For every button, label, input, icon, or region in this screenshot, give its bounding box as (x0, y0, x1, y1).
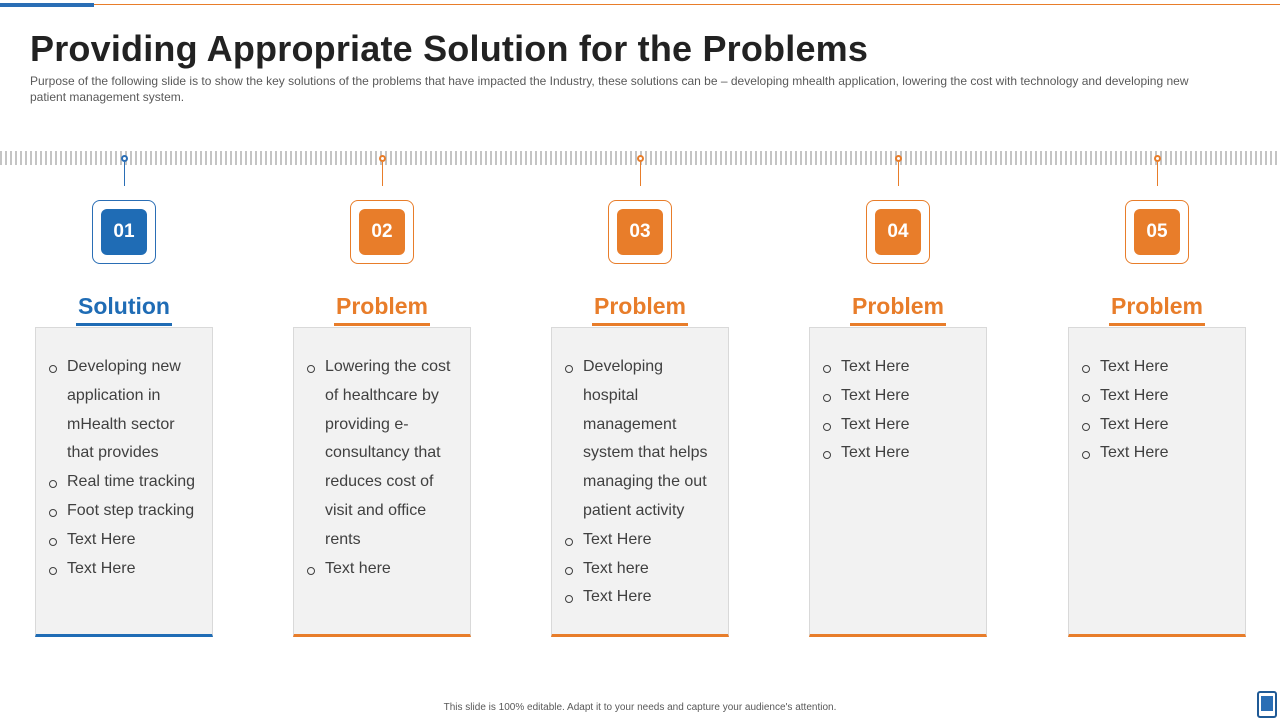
column-heading-text: Problem (1109, 292, 1205, 326)
page-subtitle: Purpose of the following slide is to show the key solutions of the problems that have impacted the Industry, these solutions can be – developing mhealth application, lowering the cost with technology and developing new patient management system. (30, 74, 1189, 104)
list-item: Developing hospital management system that helps managing the out patient activity (583, 353, 720, 526)
column-heading (809, 292, 987, 326)
timeline-pin-dot (379, 155, 386, 162)
timeline-pin-dot (895, 155, 902, 162)
list-item: Text Here (841, 411, 978, 440)
column-heading-text: Problem (592, 292, 688, 326)
list-item: Text Here (841, 353, 978, 382)
column-card (35, 327, 213, 637)
bullet-list (552, 328, 728, 612)
column-problem-4 (809, 152, 987, 642)
number-badge (866, 200, 930, 264)
list-item: Text Here (1100, 382, 1237, 411)
timeline-pin-line (382, 162, 383, 186)
timeline-pin-line (640, 162, 641, 186)
page-title: Providing Appropriate Solution for the Problems (30, 28, 869, 69)
timeline-pin-dot (1154, 155, 1161, 162)
list-item: Text here (325, 555, 462, 584)
number-badge-label: 02 (359, 209, 405, 255)
list-item: Text Here (1100, 353, 1237, 382)
column-card (809, 327, 987, 637)
footer-note: This slide is 100% editable. Adapt it to your needs and capture your audience's attention. (443, 702, 837, 713)
number-badge-label: 05 (1134, 209, 1180, 255)
bullet-list (36, 328, 212, 583)
list-item: Real time tracking (67, 468, 204, 497)
timeline-pin-dot (637, 155, 644, 162)
timeline-pin-dot (121, 155, 128, 162)
list-item: Text Here (67, 526, 204, 555)
list-item: Text Here (841, 382, 978, 411)
list-item: Text Here (583, 583, 720, 612)
number-badge-label: 03 (617, 209, 663, 255)
number-badge (1125, 200, 1189, 264)
list-item: Text Here (583, 526, 720, 555)
list-item: Text Here (841, 439, 978, 468)
column-solution-1 (35, 152, 213, 642)
list-item: Text Here (1100, 411, 1237, 440)
bullet-list (810, 328, 986, 468)
column-heading (293, 292, 471, 326)
column-problem-3 (551, 152, 729, 642)
bullet-list (294, 328, 470, 583)
mobile-device-icon (1257, 691, 1277, 718)
column-heading (35, 292, 213, 326)
number-badge-label: 04 (875, 209, 921, 255)
column-heading-text: Problem (334, 292, 430, 326)
column-heading-text: Problem (850, 292, 946, 326)
column-heading-text: Solution (76, 292, 172, 326)
column-heading (551, 292, 729, 326)
timeline-pin-line (124, 162, 125, 186)
column-problem-2 (293, 152, 471, 642)
number-badge (608, 200, 672, 264)
column-problem-5 (1068, 152, 1246, 642)
column-card (551, 327, 729, 637)
list-item: Lowering the cost of healthcare by providing e-consultancy that reduces cost of visit and office rents (325, 353, 462, 555)
column-card (1068, 327, 1246, 637)
number-badge-label: 01 (101, 209, 147, 255)
top-border-line (0, 4, 1280, 5)
list-item: Developing new application in mHealth sector that provides (67, 353, 204, 468)
list-item: Text here (583, 555, 720, 584)
top-accent-bar (0, 3, 94, 7)
timeline-pin-line (1157, 162, 1158, 186)
number-badge (350, 200, 414, 264)
bullet-list (1069, 328, 1245, 468)
timeline-pin-line (898, 162, 899, 186)
list-item: Text Here (1100, 439, 1237, 468)
column-card (293, 327, 471, 637)
number-badge (92, 200, 156, 264)
list-item: Foot step tracking (67, 497, 204, 526)
column-heading (1068, 292, 1246, 326)
list-item: Text Here (67, 555, 204, 584)
